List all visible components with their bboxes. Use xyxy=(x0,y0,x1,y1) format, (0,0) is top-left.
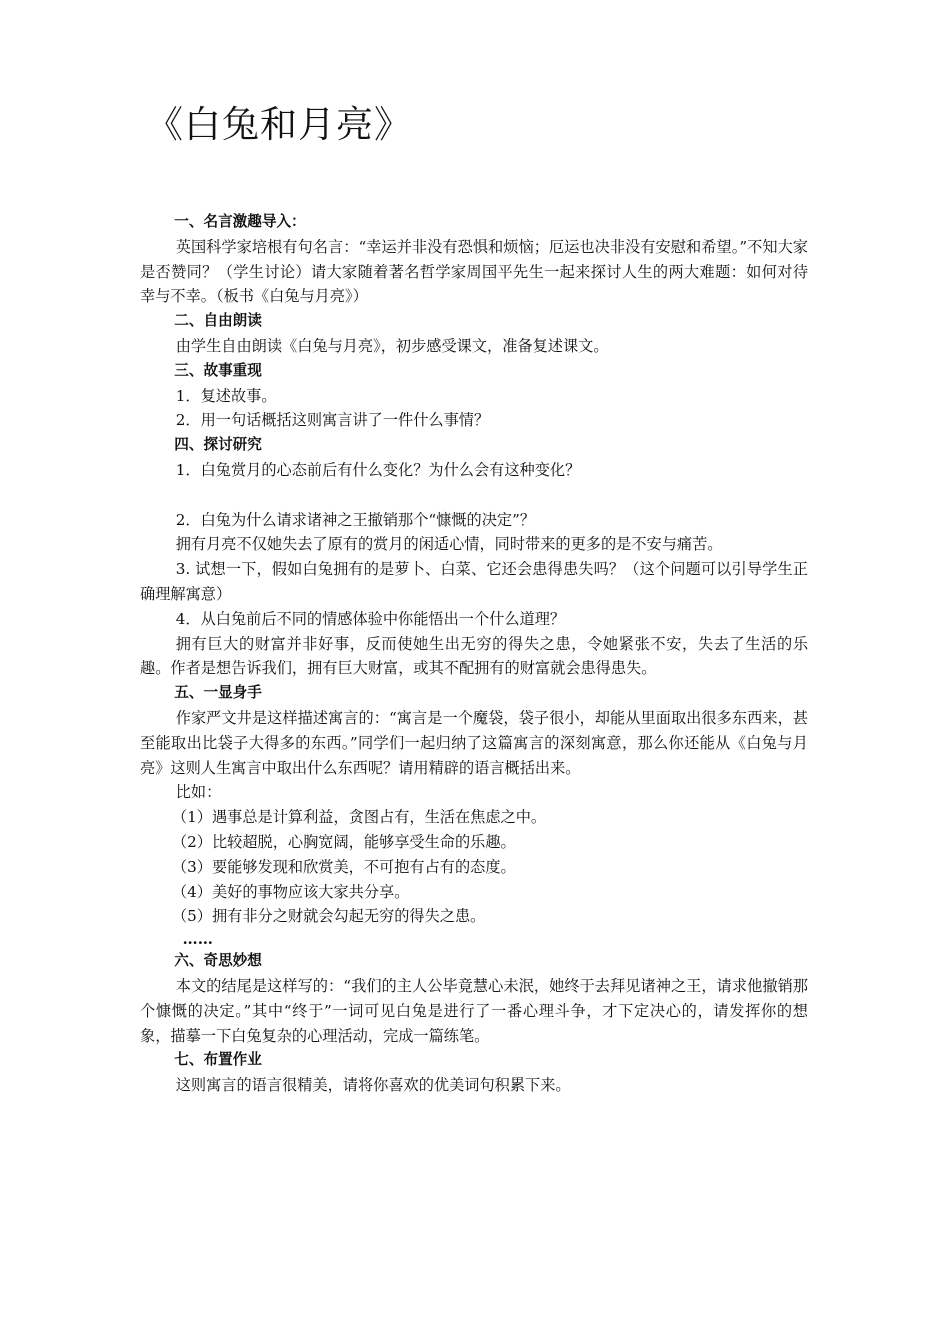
section-heading-6: 六、奇思妙想 xyxy=(174,952,262,970)
list-item: 4．从白兔前后不同的情感体验中你能悟出一个什么道理？ xyxy=(175,609,566,628)
paragraph: 本文的结尾是这样写的：“我们的主人公毕竟慧心未泯，她终于去拜见诸神之王，请求他撤销那个慷慨的决定。”其中“终于”一词可见白兔是进行了一番心理斗争，才下定决心的，请发挥你的想象，描摹一下白兔复杂的心理活动，完成一篇练笔。 xyxy=(140,976,808,1045)
section-heading-4: 四、探讨研究 xyxy=(174,436,262,454)
answer-paragraph: 拥有月亮不仅她失去了原有的赏月的闲适心情，同时带来的更多的是不安与痛苦。 xyxy=(175,535,723,554)
example-item: （3）要能够发现和欣赏美，不可抱有占有的态度。 xyxy=(171,857,516,876)
paragraph: 作家严文井是这样描述寓言的：“寓言是一个魔袋，袋子很小，却能从里面取出很多东西来，甚至能取出比袋子大得多的东西。”同学们一起归纳了这篇寓言的深刻寓意，那么你还能从《白兔与月亮》这则人生寓言中取出什么东西呢？请用精辟的语言概括出来。 xyxy=(140,708,808,777)
document-body xyxy=(140,210,808,1098)
section-heading-3: 三、故事重现 xyxy=(174,361,262,379)
paragraph: 这则寓言的语言很精美，请将你喜欢的优美词句积累下来。 xyxy=(175,1076,571,1095)
list-item: 1．复述故事。 xyxy=(175,386,277,405)
list-item: 2．白兔为什么请求诸神之王撤销那个“慷慨的决定”？ xyxy=(175,510,536,529)
example-item: （5）拥有非分之财就会勾起无穷的得失之患。 xyxy=(171,907,486,926)
example-item: （4）美好的事物应该大家共分享。 xyxy=(171,882,410,901)
list-item: 2．用一句话概括这则寓言讲了一件什么事情？ xyxy=(175,411,490,430)
spacer xyxy=(140,483,808,508)
list-item: 1．白兔赏月的心态前后有什么变化？为什么会有这种变化？ xyxy=(175,460,581,479)
section-heading-7: 七、布置作业 xyxy=(174,1051,262,1069)
example-item: （1）遇事总是计算利益，贪图占有，生活在焦虑之中。 xyxy=(171,808,547,827)
paragraph: 英国科学家培根有句名言：“幸运并非没有恐惧和烦恼；厄运也决非没有安慰和希望。”不知大家是否赞同？（学生讨论）请大家随着著名哲学家周国平先生一起来探讨人生的两大难题：如何对待幸与不幸。（板书《白兔与月亮》） xyxy=(140,237,808,306)
section-heading-5: 五、一显身手 xyxy=(174,684,262,702)
answer-paragraph: 拥有巨大的财富并非好事，反而使她生出无穷的得失之患，令她紧张不安，失去了生活的乐趣。作者是想告诉我们，拥有巨大财富，或其不配拥有的财富就会患得患失。 xyxy=(140,634,808,678)
ellipsis: …… xyxy=(182,930,213,949)
example-item: （2）比较超脱，心胸宽阔，能够享受生命的乐趣。 xyxy=(171,832,516,851)
list-item: 3. 试想一下，假如白兔拥有的是萝卜、白菜、它还会患得患失吗？（这个问题可以引导学生正确理解寓意） xyxy=(140,560,808,603)
section-heading-1: 一、名言激趣导入： xyxy=(174,213,306,230)
paragraph: 由学生自由朗读《白兔与月亮》，初步感受课文，准备复述课文。 xyxy=(175,336,609,355)
document-title: 《白兔和月亮》 xyxy=(146,103,412,146)
section-heading-2: 二、自由朗读 xyxy=(174,312,262,330)
paragraph: 比如： xyxy=(175,783,222,802)
